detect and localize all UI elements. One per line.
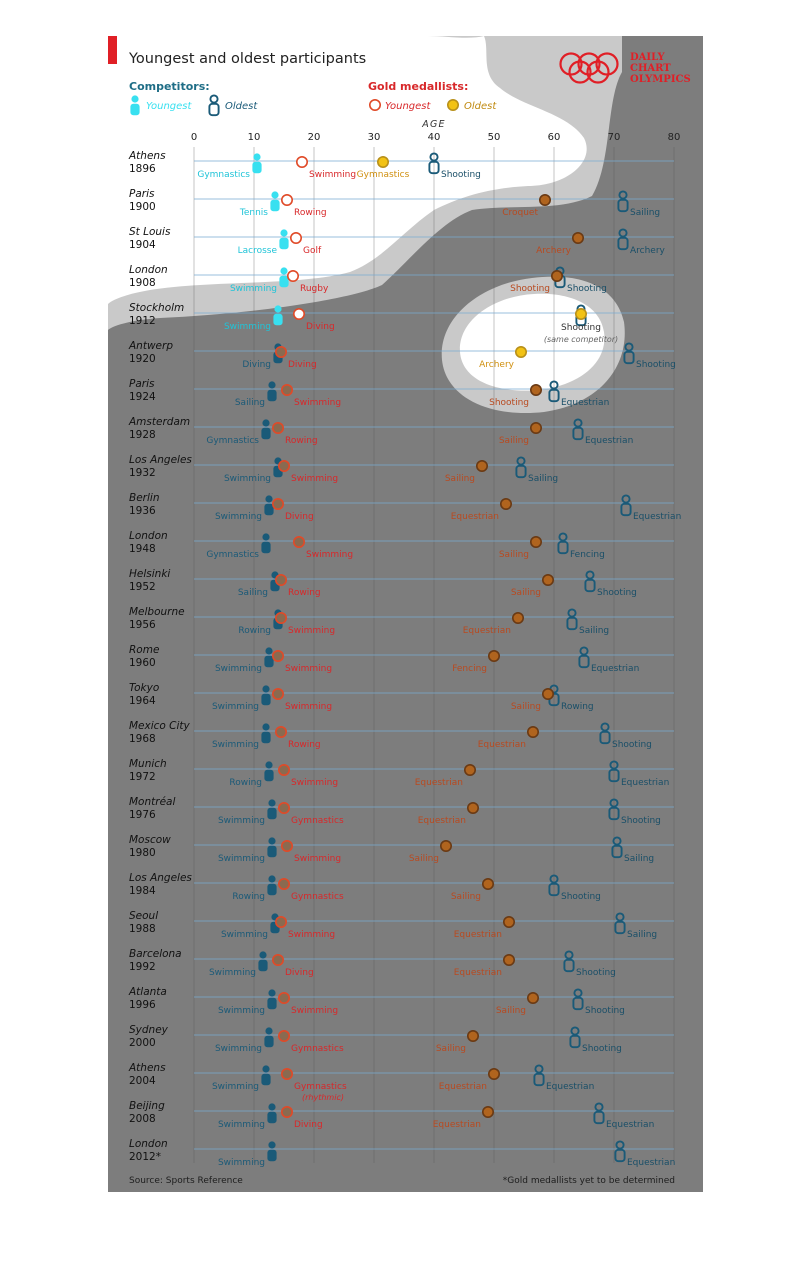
youngest-competitor-icon [267, 799, 276, 819]
youngest-competitor-icon [267, 1103, 276, 1123]
gold-oldest-marker [483, 1107, 493, 1117]
games-year-label: 1988 [129, 923, 156, 935]
youngest-competitor-icon [252, 153, 261, 173]
gold-youngest-marker [279, 1031, 289, 1041]
youngest-competitor-icon [267, 875, 276, 895]
gold-youngest-marker [282, 841, 292, 851]
oldest-competitor-sport: Shooting [597, 588, 637, 598]
gold-youngest-marker [282, 195, 292, 205]
gold-youngest-note: (rhythmic) [302, 1093, 344, 1102]
oldest-competitor-sport: Shooting [561, 323, 601, 333]
games-year-label: 1920 [129, 353, 156, 365]
gold-oldest-sport: Equestrian [417, 816, 466, 826]
games-city-label: Helsinki [129, 568, 171, 580]
games-city-label: Mexico City [129, 720, 190, 732]
gold-oldest-marker [528, 727, 538, 737]
gold-oldest-marker [489, 1069, 499, 1079]
games-city-label: Seoul [129, 910, 159, 922]
games-city-label: Berlin [129, 492, 160, 504]
gold-youngest-sport: Diving [288, 360, 317, 370]
gold-youngest-marker [273, 955, 283, 965]
oldest-competitor-sport: Sailing [630, 208, 661, 218]
gold-youngest-sport: Swimming [309, 170, 357, 180]
youngest-competitor-sport: Gymnastics [206, 436, 259, 446]
gold-youngest-sport: Swimming [285, 664, 333, 674]
gold-youngest-sport: Swimming [306, 550, 354, 560]
oldest-competitor-sport: Equestrian [633, 512, 682, 522]
games-year-label: 1928 [129, 429, 156, 441]
youngest-competitor-icon [261, 685, 270, 705]
gold-youngest-marker [294, 537, 304, 547]
source-note: Source: Sports Reference [129, 1176, 243, 1186]
gold-oldest-sport: Equestrian [453, 968, 502, 978]
games-city-label: London [129, 1138, 168, 1150]
x-tick-label: 0 [190, 132, 198, 143]
x-tick-label: 70 [607, 132, 621, 143]
gold-youngest-sport: Swimming [288, 930, 336, 940]
youngest-competitor-sport: Swimming [223, 474, 271, 484]
gold-oldest-sport: Equestrian [477, 740, 526, 750]
gold-youngest-sport: Rowing [285, 436, 318, 446]
games-city-label: Beijing [129, 1100, 165, 1112]
youngest-competitor-icon [261, 1065, 270, 1085]
gold-oldest-sport: Equestrian [453, 930, 502, 940]
gold-oldest-sport: Sailing [450, 892, 481, 902]
gold-oldest-sport: Sailing [495, 1006, 526, 1016]
games-year-label: 1908 [129, 277, 156, 289]
youngest-competitor-sport: Swimming [214, 512, 262, 522]
gold-oldest-marker [540, 195, 550, 205]
games-year-label: 1912 [129, 315, 156, 327]
gold-oldest-marker [489, 651, 499, 661]
games-city-label: Melbourne [129, 606, 185, 618]
gold-youngest-sport: Swimming [294, 854, 342, 864]
youngest-competitor-sport: Swimming [223, 322, 271, 332]
games-year-label: 2008 [129, 1113, 156, 1125]
games-year-label: 1972 [129, 771, 156, 783]
gold-youngest-marker [279, 879, 289, 889]
oldest-competitor-sport: Shooting [636, 360, 676, 370]
gold-oldest-sport: Fencing [452, 664, 487, 674]
youngest-competitor-sport: Swimming [211, 1082, 259, 1092]
gold-youngest-sport: Swimming [291, 1006, 339, 1016]
oldest-competitor-sport: Shooting [576, 968, 616, 978]
chart-title: Youngest and oldest participants [129, 51, 367, 67]
gold-youngest-sport: Gymnastics [291, 1044, 344, 1054]
games-year-label: 1980 [129, 847, 156, 859]
gold-youngest-marker [282, 385, 292, 395]
gold-youngest-marker [297, 157, 307, 167]
gold-oldest-marker [576, 309, 586, 319]
oldest-competitor-sport: Equestrian [561, 398, 610, 408]
oldest-competitor-sport: Fencing [570, 550, 605, 560]
gold-youngest-marker [282, 1107, 292, 1117]
games-year-label: 1904 [129, 239, 156, 251]
gold-youngest-sport: Golf [303, 246, 322, 256]
youngest-competitor-sport: Rowing [232, 892, 265, 902]
gold-youngest-marker [288, 271, 298, 281]
gold-oldest-sport: Croquet [502, 208, 538, 218]
youngest-competitor-icon [267, 989, 276, 1009]
games-city-label: Munich [129, 758, 167, 770]
x-tick-label: 60 [547, 132, 561, 143]
gold-youngest-sport: Rowing [288, 588, 321, 598]
gold-oldest-marker [573, 233, 583, 243]
games-year-label: 1992 [129, 961, 156, 973]
oldest-competitor-sport: Shooting [582, 1044, 622, 1054]
gold-oldest-sport: Shooting [510, 284, 550, 294]
gold-oldest-marker [528, 993, 538, 1003]
games-city-label: Amsterdam [129, 416, 191, 428]
youngest-competitor-sport: Swimming [217, 1006, 265, 1016]
games-city-label: Atlanta [129, 986, 167, 998]
gold-oldest-sport: Equestrian [450, 512, 499, 522]
youngest-competitor-sport: Swimming [217, 1158, 265, 1168]
gold-youngest-sport: Diving [285, 512, 314, 522]
oldest-competitor-sport: Shooting [621, 816, 661, 826]
games-city-label: Antwerp [129, 340, 173, 352]
youngest-competitor-icon [264, 761, 273, 781]
gold-oldest-marker [468, 803, 478, 813]
gold-oldest-marker [513, 613, 523, 623]
youngest-competitor-sport: Gymnastics [206, 550, 259, 560]
youngest-competitor-icon [258, 951, 267, 971]
gold-youngest-marker [273, 499, 283, 509]
gold-youngest-sport: Swimming [291, 474, 339, 484]
gold-youngest-marker [276, 613, 286, 623]
games-city-label: London [129, 264, 168, 276]
games-year-label: 1948 [129, 543, 156, 555]
games-city-label: Athens [129, 1062, 166, 1074]
youngest-competitor-sport: Swimming [217, 1120, 265, 1130]
games-city-label: Paris [129, 378, 155, 390]
gold-oldest-sport: Sailing [498, 550, 529, 560]
gold-youngest-sport: Diving [306, 322, 335, 332]
youngest-competitor-sport: Swimming [217, 854, 265, 864]
oldest-competitor-sport: Equestrian [606, 1120, 655, 1130]
gold-youngest-sport: Rugby [300, 284, 329, 294]
brand-text: OLYMPICS [630, 74, 691, 85]
youngest-competitor-icon [267, 1141, 276, 1161]
x-tick-label: 20 [307, 132, 321, 143]
games-year-label: 1964 [129, 695, 156, 707]
youngest-competitor-sport: Swimming [214, 1044, 262, 1054]
games-city-label: Montréal [129, 796, 176, 808]
games-city-label: Stockholm [129, 302, 185, 314]
games-city-label: Barcelona [129, 948, 182, 960]
gold-youngest-sport: Swimming [288, 626, 336, 636]
gold-oldest-marker [504, 917, 514, 927]
youngest-competitor-sport: Swimming [211, 740, 259, 750]
gold-youngest-sport: Rowing [288, 740, 321, 750]
gold-oldest-sport: Sailing [510, 702, 541, 712]
games-city-label: Athens [129, 150, 166, 162]
gold-oldest-marker [483, 879, 493, 889]
youngest-competitor-icon [261, 723, 270, 743]
x-tick-label: 30 [367, 132, 381, 143]
games-city-label: Rome [129, 644, 160, 656]
youngest-competitor-sport: Rowing [229, 778, 262, 788]
youngest-competitor-icon [267, 381, 276, 401]
gold-oldest-sport: Equestrian [432, 1120, 481, 1130]
gold-oldest-sport: Sailing [435, 1044, 466, 1054]
brand-text: DAILY [630, 52, 665, 63]
youngest-competitor-sport: Swimming [211, 702, 259, 712]
games-year-label: 2004 [129, 1075, 156, 1087]
gold-oldest-marker [378, 157, 388, 167]
brand-bar [108, 36, 117, 64]
games-city-label: Los Angeles [129, 872, 192, 884]
gold-oldest-marker [531, 385, 541, 395]
oldest-competitor-sport: Sailing [624, 854, 655, 864]
gold-youngest-marker [279, 461, 289, 471]
legend-gold-oldest-icon [448, 100, 458, 110]
youngest-competitor-icon [279, 229, 288, 249]
gold-youngest-sport: Gymnastics [294, 1082, 347, 1092]
oldest-competitor-sport: Shooting [585, 1006, 625, 1016]
youngest-competitor-icon [270, 191, 279, 211]
games-year-label: 2000 [129, 1037, 156, 1049]
gold-oldest-sport: Sailing [510, 588, 541, 598]
oldest-competitor-sport: Sailing [579, 626, 610, 636]
youngest-competitor-icon [264, 1027, 273, 1047]
gold-youngest-sport: Swimming [285, 702, 333, 712]
youngest-competitor-sport: Swimming [214, 664, 262, 674]
gold-youngest-sport: Diving [285, 968, 314, 978]
oldest-competitor-sport: Shooting [567, 284, 607, 294]
x-axis-label: AGE [422, 119, 446, 130]
gold-youngest-marker [276, 347, 286, 357]
legend-gold-youngest-label: Youngest [385, 101, 431, 112]
youngest-competitor-sport: Tennis [239, 208, 268, 218]
gold-oldest-sport: Gymnastics [356, 170, 410, 180]
youngest-competitor-sport: Rowing [238, 626, 271, 636]
brand-text: CHART [630, 63, 671, 74]
youngest-competitor-icon [273, 305, 282, 325]
youngest-competitor-sport: Sailing [234, 398, 265, 408]
legend-oldest-label: Oldest [225, 101, 258, 112]
oldest-competitor-sport: Equestrian [585, 436, 634, 446]
oldest-competitor-sport: Equestrian [621, 778, 670, 788]
games-year-label: 1932 [129, 467, 156, 479]
oldest-competitor-note: (same competitor) [543, 335, 619, 344]
games-year-label: 1936 [129, 505, 156, 517]
gold-oldest-marker [543, 575, 553, 585]
gold-youngest-marker [279, 993, 289, 1003]
games-year-label: 1924 [129, 391, 156, 403]
gold-oldest-marker [501, 499, 511, 509]
gold-youngest-sport: Swimming [294, 398, 342, 408]
gold-youngest-marker [276, 917, 286, 927]
oldest-competitor-sport: Equestrian [627, 1158, 676, 1168]
youngest-competitor-sport: Gymnastics [197, 170, 250, 180]
oldest-competitor-sport: Shooting [441, 170, 481, 180]
gold-oldest-marker [531, 537, 541, 547]
gold-oldest-marker [543, 689, 553, 699]
gold-youngest-marker [282, 1069, 292, 1079]
legend-gold-title: Gold medallists: [368, 80, 469, 93]
oldest-competitor-sport: Sailing [627, 930, 658, 940]
gold-oldest-marker [468, 1031, 478, 1041]
youngest-competitor-sport: Swimming [217, 816, 265, 826]
games-city-label: Paris [129, 188, 155, 200]
games-year-label: 1976 [129, 809, 156, 821]
gold-youngest-marker [273, 423, 283, 433]
games-year-label: 1896 [129, 163, 156, 175]
footnote: *Gold medallists yet to be determined [502, 1176, 675, 1186]
gold-oldest-marker [504, 955, 514, 965]
gold-youngest-sport: Rowing [294, 208, 327, 218]
oldest-competitor-sport: Sailing [528, 474, 559, 484]
youngest-competitor-sport: Diving [242, 360, 271, 370]
gold-youngest-marker [276, 575, 286, 585]
gold-oldest-sport: Sailing [444, 474, 475, 484]
x-tick-label: 50 [487, 132, 501, 143]
youngest-competitor-sport: Swimming [229, 284, 277, 294]
gold-youngest-marker [276, 727, 286, 737]
gold-youngest-sport: Gymnastics [291, 892, 344, 902]
gold-oldest-sport: Sailing [498, 436, 529, 446]
gold-oldest-sport: Shooting [489, 398, 529, 408]
games-city-label: Los Angeles [129, 454, 192, 466]
oldest-competitor-sport: Archery [630, 246, 665, 256]
youngest-competitor-sport: Lacrosse [237, 246, 277, 256]
games-year-label: 1960 [129, 657, 156, 669]
youngest-competitor-icon [261, 419, 270, 439]
gold-youngest-marker [279, 803, 289, 813]
gold-youngest-marker [291, 233, 301, 243]
oldest-competitor-sport: Shooting [561, 892, 601, 902]
gold-youngest-sport: Diving [294, 1120, 323, 1130]
games-year-label: 1968 [129, 733, 156, 745]
games-year-label: 2012* [129, 1151, 161, 1163]
gold-oldest-sport: Sailing [408, 854, 439, 864]
gold-youngest-sport: Swimming [291, 778, 339, 788]
oldest-competitor-sport: Rowing [561, 702, 594, 712]
gold-oldest-sport: Equestrian [438, 1082, 487, 1092]
oldest-competitor-sport: Equestrian [546, 1082, 595, 1092]
gold-youngest-sport: Gymnastics [291, 816, 344, 826]
legend-youngest-competitor-icon [130, 95, 139, 115]
games-year-label: 1996 [129, 999, 156, 1011]
games-city-label: Moscow [129, 834, 171, 846]
youngest-competitor-icon [261, 533, 270, 553]
gold-youngest-marker [279, 765, 289, 775]
legend-gold-oldest-label: Oldest [464, 101, 497, 112]
games-city-label: Sydney [129, 1024, 168, 1036]
gold-oldest-marker [465, 765, 475, 775]
legend-youngest-label: Youngest [146, 101, 192, 112]
legend-competitors-title: Competitors: [129, 80, 210, 93]
gold-youngest-marker [294, 309, 304, 319]
games-city-label: London [129, 530, 168, 542]
gold-oldest-sport: Archery [479, 360, 514, 370]
youngest-competitor-sport: Sailing [237, 588, 268, 598]
games-year-label: 1984 [129, 885, 156, 897]
gold-oldest-sport: Equestrian [414, 778, 463, 788]
youngest-competitor-sport: Swimming [220, 930, 268, 940]
x-tick-label: 10 [247, 132, 261, 143]
oldest-competitor-sport: Shooting [612, 740, 652, 750]
youngest-competitor-sport: Swimming [208, 968, 256, 978]
gold-youngest-marker [273, 651, 283, 661]
games-city-label: St Louis [129, 226, 171, 238]
gold-oldest-marker [441, 841, 451, 851]
gold-oldest-marker [516, 347, 526, 357]
youngest-competitor-icon [267, 837, 276, 857]
games-year-label: 1952 [129, 581, 156, 593]
gold-oldest-sport: Equestrian [462, 626, 511, 636]
x-tick-label: 40 [427, 132, 441, 143]
gold-oldest-marker [531, 423, 541, 433]
games-year-label: 1956 [129, 619, 156, 631]
games-city-label: Tokyo [129, 682, 160, 694]
gold-oldest-sport: Archery [536, 246, 571, 256]
gold-oldest-marker [477, 461, 487, 471]
gold-youngest-marker [273, 689, 283, 699]
x-tick-label: 80 [667, 132, 681, 143]
oldest-competitor-sport: Equestrian [591, 664, 640, 674]
gold-oldest-marker [552, 271, 562, 281]
games-year-label: 1900 [129, 201, 156, 213]
